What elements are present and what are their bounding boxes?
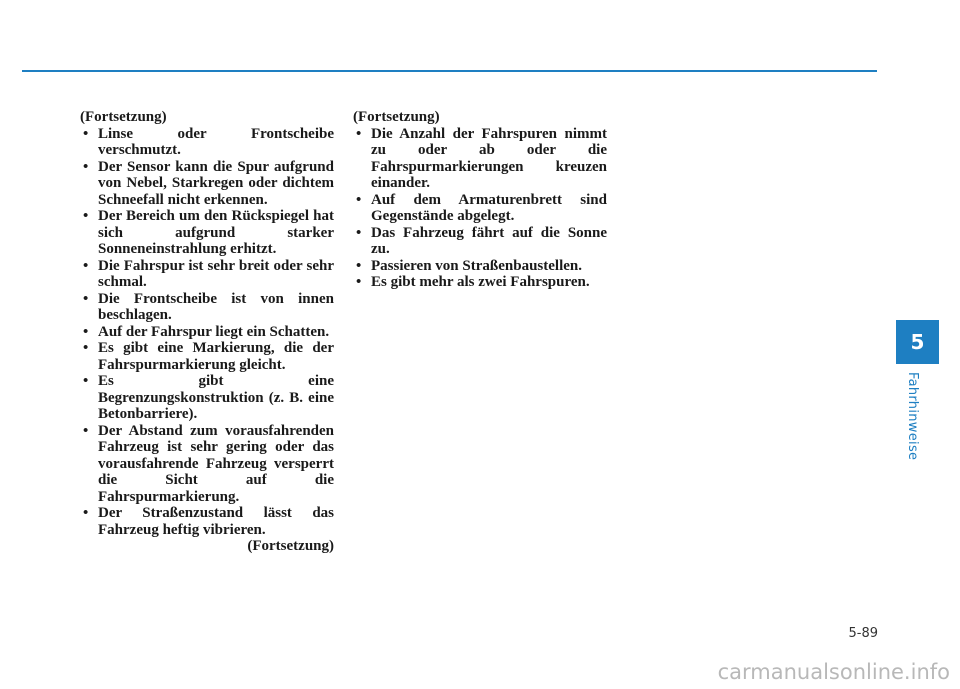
chapter-number: 5 (910, 330, 925, 354)
list-item: • Der Bereich um den Rückspiegel hat sich aufgrund starker Sonneneinstrahlung erhitzt. (80, 208, 334, 258)
list-item: • Das Fahrzeug fährt auf die Sonne zu. (353, 225, 607, 258)
list-item: • Es gibt eine Begrenzungskonstruktion (z. B. eine Betonbarriere). (80, 373, 334, 423)
list-item: • Die Anzahl der Fahrspuren nimmt zu oder ab oder die Fahrspurmarkierungen kreuzen einander. (353, 126, 607, 192)
continued-label: (Fortsetzung) (353, 109, 440, 125)
chapter-tab (896, 320, 939, 364)
bullet-list (353, 126, 607, 291)
right-column (353, 109, 607, 291)
list-item: • Linse oder Frontscheibe verschmutzt. (80, 126, 334, 159)
page-number: 5-89 (848, 626, 878, 641)
list-item: • Passieren von Straßenbaustellen. (353, 258, 607, 275)
header-rule (22, 70, 877, 72)
list-item: • Der Sensor kann die Spur aufgrund von Nebel, Starkregen oder dichtem Schneefall nicht erkennen. (80, 159, 334, 209)
continued-label: (Fortsetzung) (247, 538, 334, 554)
left-column (80, 109, 334, 555)
list-item: • Es gibt mehr als zwei Fahrspuren. (353, 274, 607, 291)
list-item: • Auf der Fahrspur liegt ein Schatten. (80, 324, 334, 341)
list-item: • Auf dem Armaturenbrett sind Gegenstände abgelegt. (353, 192, 607, 225)
list-item: • Die Fahrspur ist sehr breit oder sehr schmal. (80, 258, 334, 291)
list-item: • Der Abstand zum vorausfahrenden Fahrzeug ist sehr gering oder das vorausfahrende Fahrzeug versperrt die Sicht auf die Fahrspurmarkierung. (80, 423, 334, 506)
continued-label: (Fortsetzung) (80, 109, 167, 125)
list-item: • Der Straßenzustand lässt das Fahrzeug heftig vibrieren. (80, 505, 334, 538)
list-item: • Es gibt eine Markierung, die der Fahrspurmarkierung gleicht. (80, 340, 334, 373)
watermark-text: carmanualsonline.info (717, 660, 950, 684)
list-item: • Die Frontscheibe ist von innen beschlagen. (80, 291, 334, 324)
bullet-list (80, 126, 334, 539)
chapter-name: Fahrhinweise (905, 372, 920, 461)
